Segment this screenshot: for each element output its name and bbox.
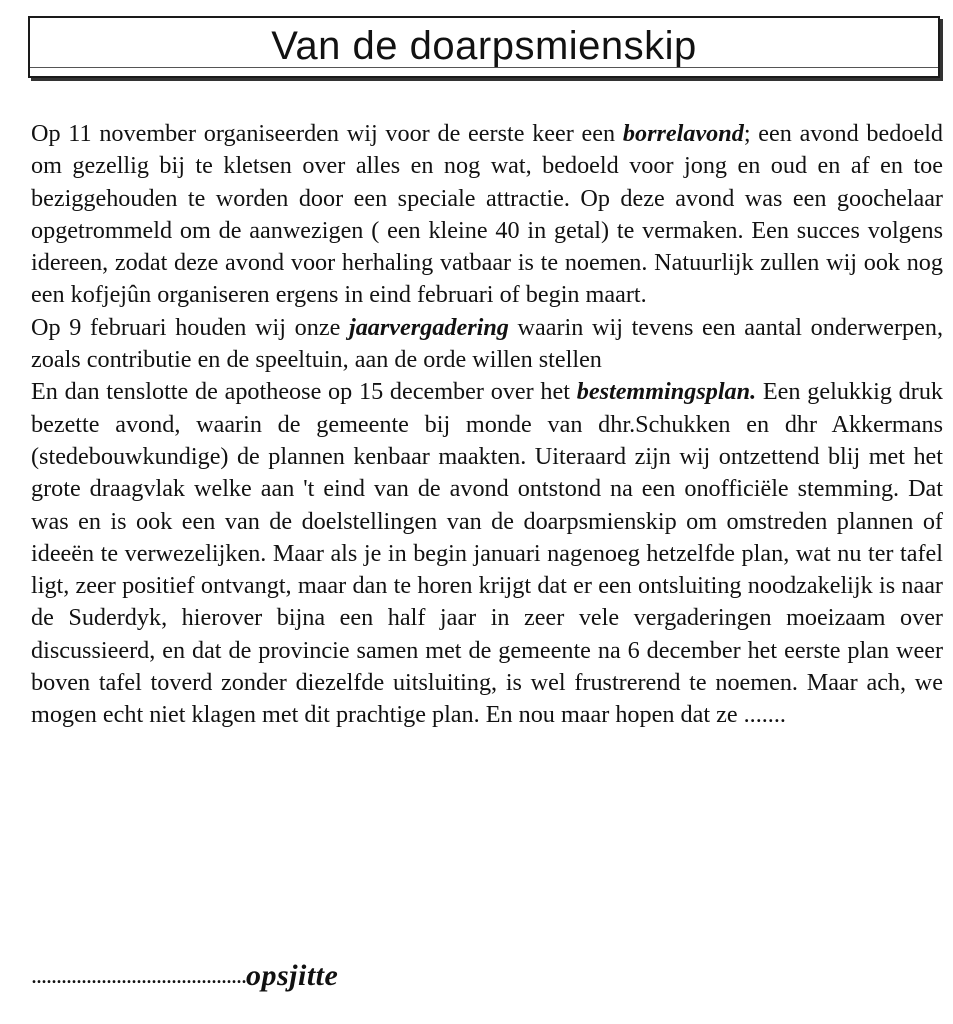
article-title: Van de doarpsmienskip <box>271 24 697 68</box>
emphasis-jaarvergadering: jaarvergadering <box>348 313 509 341</box>
paragraph-bestemmingsplan <box>31 376 943 731</box>
emphasis-bestemmingsplan: bestemmingsplan. <box>576 378 757 406</box>
paragraph-text: ; een avond bedoeld om gezellig bij te kletsen over alles en nog wat, bedoeld voor jong en oud en af en toe beziggehouden te worden door een speciale attractie. Op deze avond was een goochelaar opgetrommeld om de aanwezigen ( een kleine 40 in getal) te vermaken. Een succes volgens idereen, zodat deze avond voor herhaling vatbaar is te noemen. Natuurlijk zullen wij ook nog een kofjejûn organiseren ergens in eind februari of begin maart. <box>31 120 944 309</box>
article-body <box>31 118 943 732</box>
emphasis-borrelavond: borrelavond <box>622 120 744 147</box>
closing-line <box>31 956 591 996</box>
paragraph-text: waarin wij tevens een aantal onderwerpen, zoals contributie en de speeltuin, aan de orde willen stellen <box>31 313 943 374</box>
paragraph-text: Op 11 november organiseerden wij voor de eerste keer een <box>31 120 623 147</box>
paragraph-text: En dan tenslotte de apotheose op 15 december over het <box>31 378 577 406</box>
paragraph-borrelavond <box>31 118 943 312</box>
paragraph-jaarvergadering <box>31 312 943 377</box>
closing-word: opsjitte <box>246 959 339 992</box>
title-underline <box>30 67 938 68</box>
title-banner <box>28 16 940 78</box>
paragraph-text: Op 9 februari houden wij onze <box>31 313 349 341</box>
closing-dots: ........................................... <box>31 963 246 989</box>
paragraph-text: Een gelukkig druk bezette avond, waarin de gemeente bij monde van dhr.Schukken en dhr Akkermans (stedebouwkundige) de plannen kenbaar maakten. Uiteraard zijn wij ontzettend blij met het grote draagvlak welke aan 't eind van de avond ontstond na een onofficiële stemming. Dat was en is ook een van de doelstellingen van de doarpsmienskip om omstreden plannen of ideeën te verwezelijken. Maar als je in begin januari nagenoeg hetzelfde plan, wat nu ter tafel ligt, zeer positief ontvangt, maar dan te horen krijgt dat er een ontsluiting noodzakelijk is naar de Suderdyk, hierover bijna een half jaar in zeer vele vergaderingen moeizaam over discussieerd, en dat de provincie samen met de gemeente na 6 december het eerste plan weer boven tafel toverd zonder diezelfde uitsluiting, is wel frustrerend te noemen. Maar ach, we mogen echt niet klagen met dit prachtige plan. En nou maar hopen dat ze ....... <box>31 378 944 729</box>
